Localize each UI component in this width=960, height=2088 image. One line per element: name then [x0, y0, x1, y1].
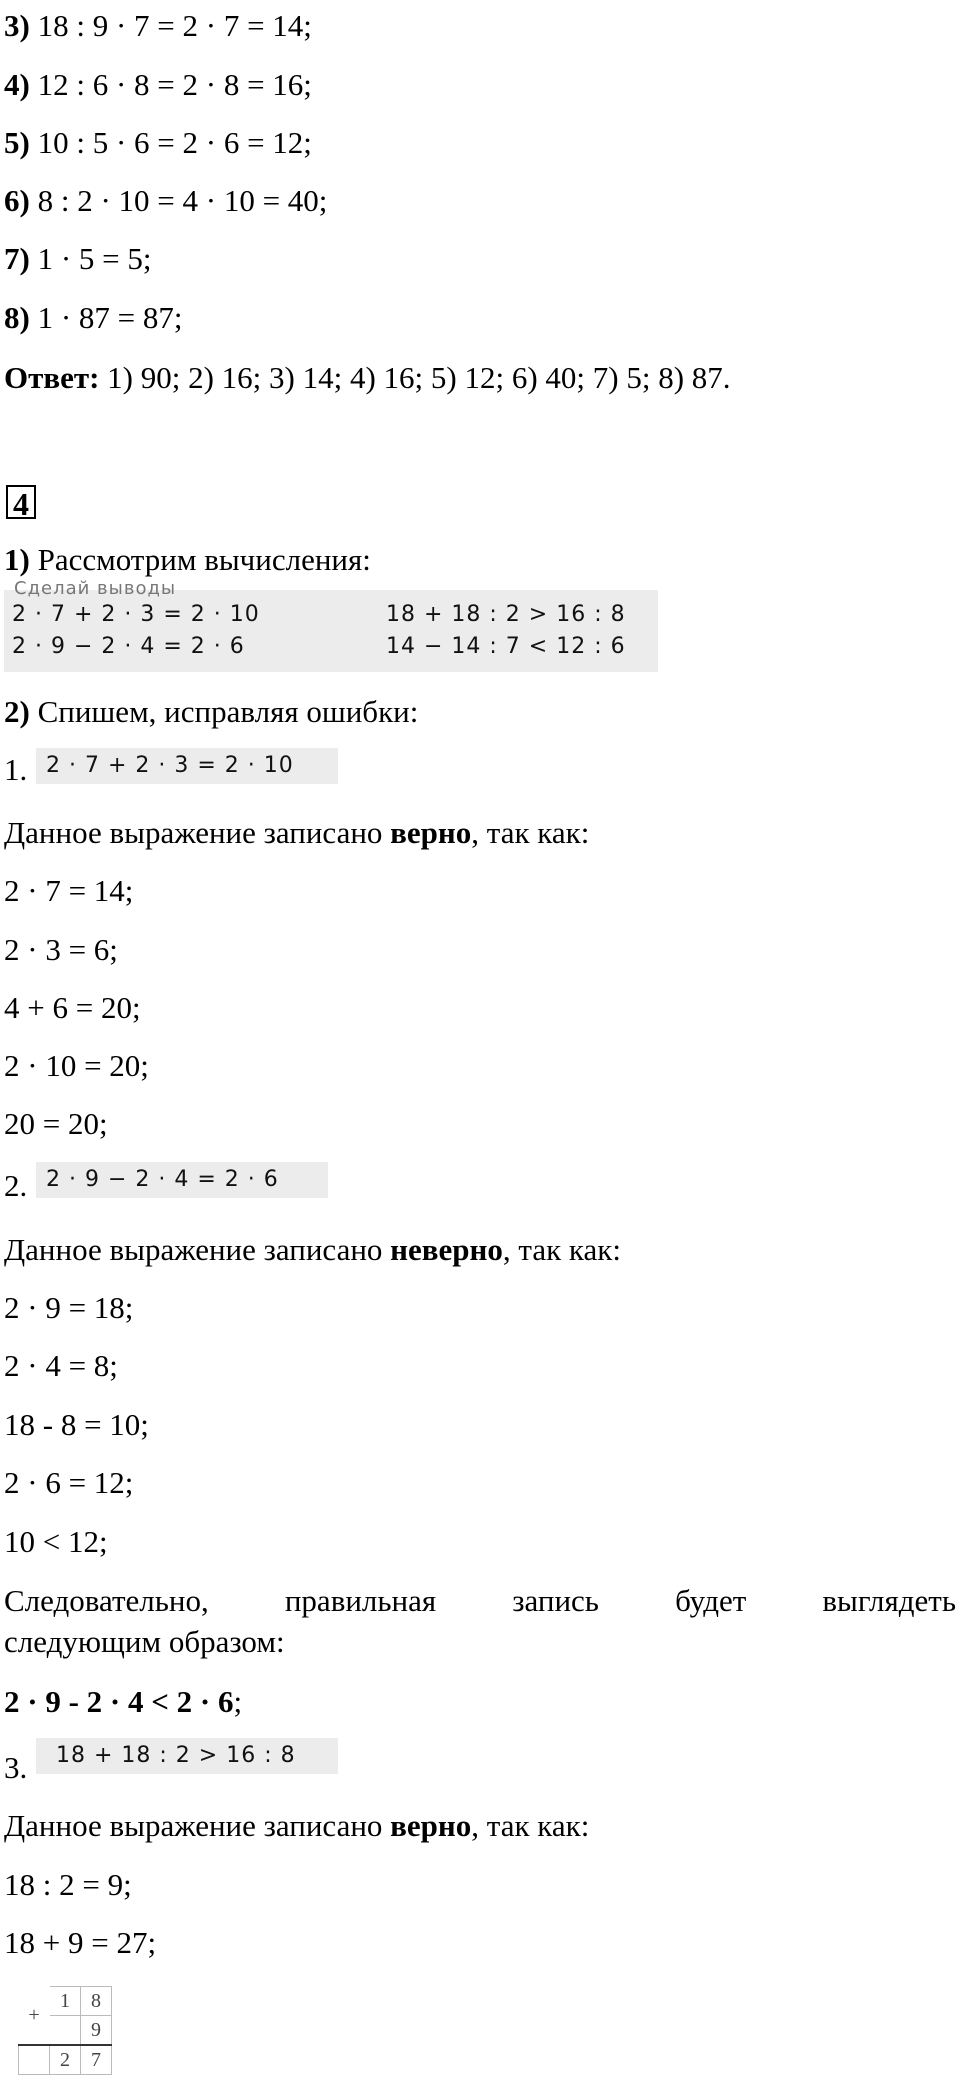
item-1-step: 2 · 7 = 14;: [4, 873, 134, 908]
digit-cell: [50, 2016, 81, 2046]
item-1-number: 1.: [4, 752, 28, 787]
item-1-image: [36, 748, 338, 784]
calc-a: 2 · 7 + 2 · 3 = 2 · 10: [12, 602, 260, 627]
item-2-step: 2 · 6 = 12;: [4, 1465, 134, 1500]
digit-cell: [19, 2045, 50, 2075]
digit-cell: 1: [50, 1987, 81, 2016]
item-3-statement: Данное выражение записано верно, так как:: [4, 1808, 590, 1843]
calculations-image: [4, 578, 658, 672]
item-1-step: 2 · 10 = 20;: [4, 1048, 149, 1083]
word: будет: [675, 1583, 747, 1618]
item-1-step: 4 + 6 = 20;: [4, 990, 141, 1025]
item-3-step: 18 + 9 = 27;: [4, 1925, 157, 1960]
correct-expression: 2 · 9 - 2 · 4 < 2 · 6;: [4, 1684, 243, 1719]
digit-cell: 2: [50, 2045, 81, 2075]
part-2-heading: 2) Спишем, исправляя ошибки:: [4, 694, 419, 729]
plus-sign: +: [28, 2004, 40, 2026]
line-3: 3) 18 : 9 · 7 = 2 · 7 = 14;: [4, 8, 312, 43]
digit-cell: 8: [81, 1987, 112, 2016]
item-2-step: 18 - 8 = 10;: [4, 1407, 149, 1442]
conclusion-line-1: [4, 1583, 956, 1619]
item-3-expression: 18 + 18 : 2 > 16 : 8: [56, 1743, 296, 1768]
line-7: 7) 1 · 5 = 5;: [4, 241, 152, 276]
item-3-step: 18 : 2 = 9;: [4, 1867, 132, 1902]
calc-c: 18 + 18 : 2 > 16 : 8: [386, 602, 626, 627]
item-1-step: 20 = 20;: [4, 1106, 108, 1141]
item-2-step: 2 · 9 = 18;: [4, 1290, 134, 1325]
item-1-step: 2 · 3 = 6;: [4, 932, 118, 967]
conclusion-line-2: следующим образом:: [4, 1624, 285, 1659]
item-3-number: 3.: [4, 1750, 28, 1785]
item-2-image: [36, 1162, 328, 1198]
item-2-step: 2 · 4 = 8;: [4, 1348, 118, 1383]
word: запись: [512, 1583, 599, 1618]
line-4: 4) 12 : 6 · 8 = 2 · 8 = 16;: [4, 67, 312, 102]
cut-off-text: Сделай выводы: [14, 578, 177, 599]
line-8: 8) 1 · 87 = 87;: [4, 300, 183, 335]
digit-cell: 9: [81, 2016, 112, 2046]
item-2-step: 10 < 12;: [4, 1524, 108, 1559]
item-2-expression: 2 · 9 − 2 · 4 = 2 · 6: [46, 1167, 279, 1192]
calc-d: 14 − 14 : 7 < 12 : 6: [386, 634, 626, 659]
calc-b: 2 · 9 − 2 · 4 = 2 · 6: [12, 634, 245, 659]
answer-line: Ответ: 1) 90; 2) 16; 3) 14; 4) 16; 5) 12; 6) 40; 7) 5; 8) 87.: [4, 360, 731, 395]
digit-cell: 7: [81, 2045, 112, 2075]
word: выглядеть: [822, 1583, 956, 1618]
item-2-statement: Данное выражение записано неверно, так как:: [4, 1232, 621, 1267]
column-addition-grid: [18, 1986, 112, 2075]
task-number-box: 4: [6, 485, 36, 519]
item-3-image: [36, 1738, 338, 1774]
line-5: 5) 10 : 5 · 6 = 2 · 6 = 12;: [4, 125, 312, 160]
line-6: 6) 8 : 2 · 10 = 4 · 10 = 40;: [4, 183, 328, 218]
word: правильная: [284, 1583, 437, 1618]
part-1-heading: 1) Рассмотрим вычисления:: [4, 542, 371, 577]
item-1-expression: 2 · 7 + 2 · 3 = 2 · 10: [46, 753, 294, 778]
item-1-statement: Данное выражение записано верно, так как:: [4, 815, 590, 850]
word: Следовательно,: [4, 1583, 209, 1618]
item-2-number: 2.: [4, 1168, 28, 1203]
